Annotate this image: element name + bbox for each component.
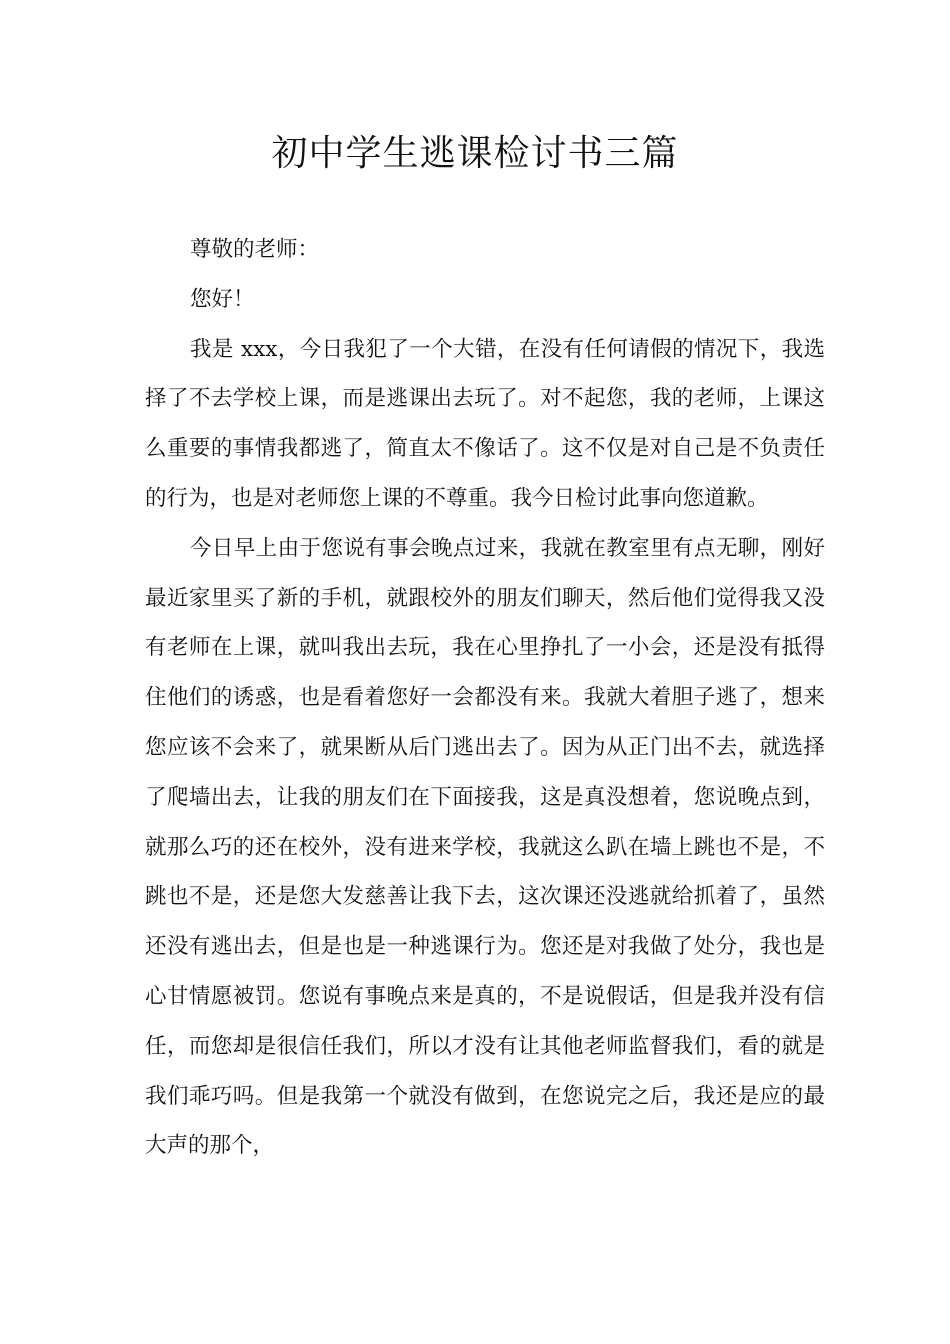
salutation: 尊敬的老师： bbox=[190, 237, 320, 262]
paragraph-apology: 我是 xxx，今日我犯了一个大错，在没有任何请假的情况下，我选择了不去学校上课，而是逃课出去玩了。对不起您，我的老师，上课这么重要的事情我都逃了，简直太不像话了。这不仅是对自己是不负责任的行为，也是对老师您上课的不尊重。我今日检讨此事向您道歉。 bbox=[145, 336, 825, 511]
greeting: 您好！ bbox=[190, 286, 255, 312]
document-body bbox=[145, 225, 825, 1171]
paragraph-account: 今日早上由于您说有事会晚点过来，我就在教室里有点无聊，刚好最近家里买了新的手机，就跟校外的朋友们聊天，然后他们觉得我又没有老师在上课，就叫我出去玩，我在心里挣扎了一小会，还是没有抵得住他们的诱惑，也是看着您好一会都没有来。我就大着胆子逃了，想来您应该不会来了，就果断从后门逃出去了。因为从正门出不去，就选择了爬墙出去，让我的朋友们在下面接我，这是真没想着，您说晚点到，就那么巧的还在校外，没有进来学校，我就这么趴在墙上跳也不是，不跳也不是，还是您大发慈善让我下去，这次课还没逃就给抓着了，虽然还没有逃出去，但是也是一种逃课行为。您还是对我做了处分，我也是心甘情愿被罚。您说有事晚点来是真的，不是说假话，但是我并没有信任，而您却是很信任我们，所以才没有让其他老师监督我们，看的就是我们乖巧吗。但是我第一个就没有做到，在您说完之后，我还是应的最大声的那个， bbox=[145, 535, 825, 1159]
document-title: 初中学生逃课检讨书三篇 bbox=[271, 133, 679, 174]
